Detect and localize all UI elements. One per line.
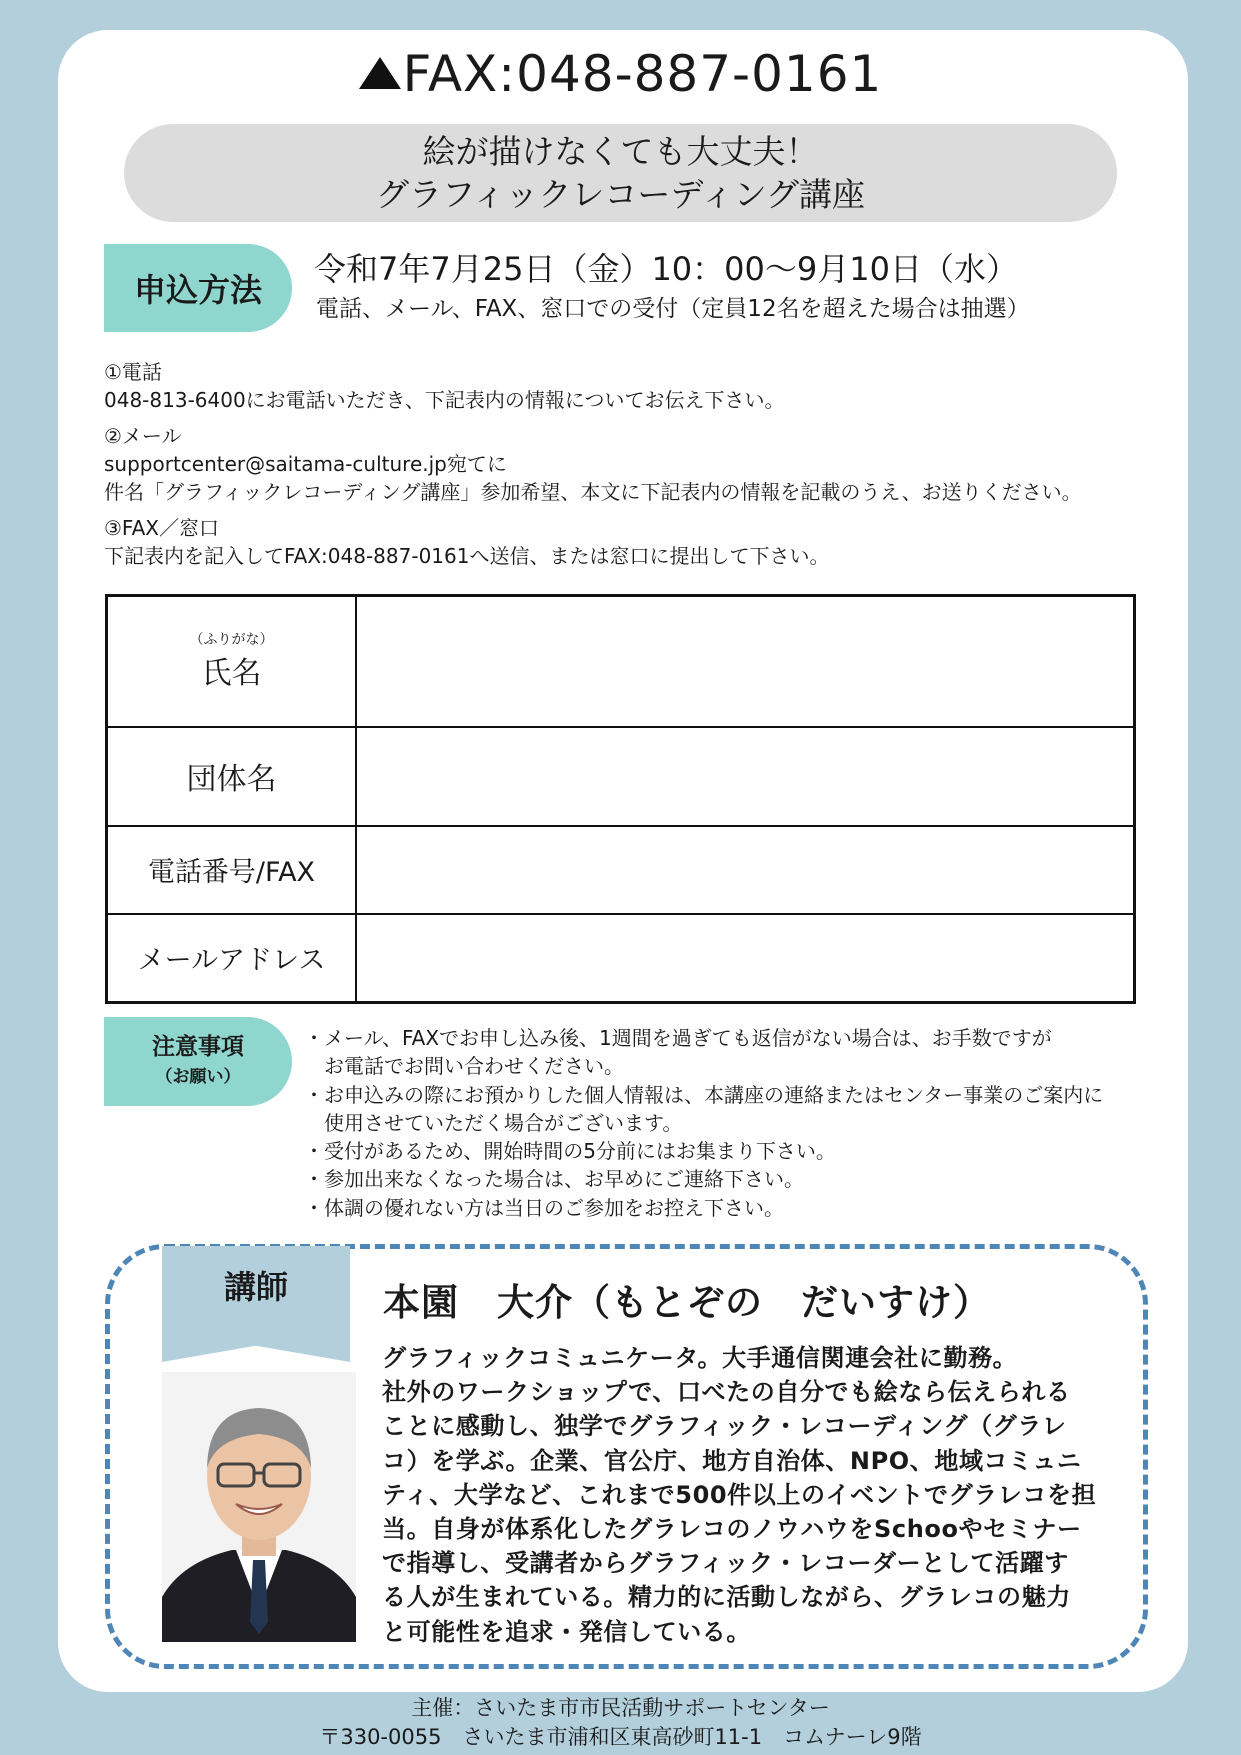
application-details: 電話、メール、FAX、窓口での受付（定員12名を超えた場合は抽選） bbox=[316, 296, 1030, 322]
instructor-name: 本園 大介（もとぞの だいすけ） bbox=[383, 1281, 991, 1324]
list-item: ・参加出来なくなった場合は、お早めにご連絡下さい。 bbox=[304, 1167, 804, 1192]
email-label: メールアドレス bbox=[107, 914, 357, 1003]
method-fax-counter: ③FAX／窓口 下記表内を記入してFAX:048-887-0161へ送信、または窓口に提出して下さい。 bbox=[104, 516, 830, 568]
application-method-tag: 申込方法 bbox=[104, 244, 292, 332]
list-item: ・メール、FAXでお申し込み後、1週間を過ぎても返信がない場合は、お手数ですが お電話でお問い合わせください。 bbox=[304, 1026, 1052, 1079]
fax-header bbox=[0, 44, 1241, 104]
phone-fax-label: 電話番号/FAX bbox=[107, 826, 357, 914]
method-email: ②メール supportcenter@saitama-culture.jp宛てに 件名「グラフィックレコーディング講座」参加希望、本文に下記表内の情報を記載のうえ、お送りください。 bbox=[104, 424, 1082, 504]
course-tagline: 絵が描けなくても大丈夫！ bbox=[422, 132, 819, 171]
organizer: 主催：さいたま市市民活動サポートセンター bbox=[411, 1696, 830, 1720]
organization-label: 団体名 bbox=[107, 727, 357, 825]
notes-list bbox=[304, 1024, 1103, 1222]
application-period: 令和7年7月25日（金）10：00〜9月10日（水） bbox=[314, 250, 1018, 288]
name-field[interactable] bbox=[356, 596, 1135, 728]
footer bbox=[0, 1694, 1241, 1752]
list-item: ・体調の優れない方は当日のご参加をお控え下さい。 bbox=[304, 1195, 784, 1220]
triangle-up-icon bbox=[359, 57, 401, 89]
table-row bbox=[107, 727, 1135, 825]
list-item: ・受付があるため、開始時間の5分前にはお集まり下さい。 bbox=[304, 1139, 836, 1164]
application-form-table bbox=[105, 594, 1136, 1004]
notes-tag: 注意事項 （お願い） bbox=[104, 1017, 292, 1106]
course-title-banner bbox=[124, 124, 1117, 222]
instructor-photo bbox=[162, 1372, 356, 1642]
instructor-bio: グラフィックコミュニケータ。大手通信関連会社に勤務。 社外のワークショップで、口べたの自分でも絵なら伝えられる ことに感動し、独学でグラフィック・レコーディング（グラレ コ）を学ぶ。企業、官公庁、地方自治体、NPO、地域コミュニ ティ、大学など、これまで500件以上のイベントでグラレコを担 当。自身が体系化したグラレコのノウハウをSchooやセミナー で指導し、受講者からグラフィック・レコーダーとして活躍す る人が生まれている。精力的に活動しながら、グラレコの魅力 と可能性を追求・発信している。 bbox=[382, 1344, 1097, 1646]
organization-field[interactable] bbox=[356, 727, 1135, 825]
address: 〒330-0055 さいたま市浦和区東高砂町11-1 コムナーレ9階 bbox=[319, 1725, 922, 1749]
list-item: ・お申込みの際にお預かりした個人情報は、本講座の連絡またはセンター事業のご案内に 使用させていただく場合がございます。 bbox=[304, 1082, 1104, 1135]
table-row bbox=[107, 826, 1135, 914]
instructor-label: 講師 bbox=[223, 1268, 288, 1306]
table-row bbox=[107, 596, 1135, 728]
table-row bbox=[107, 914, 1135, 1003]
application-methods bbox=[104, 358, 1082, 570]
email-field[interactable] bbox=[356, 914, 1135, 1003]
furigana-label: （ふりがな） bbox=[189, 631, 274, 648]
person-portrait-icon bbox=[162, 1372, 356, 1642]
course-title: グラフィックレコーディング講座 bbox=[375, 175, 866, 214]
fax-number: FAX:048-887-0161 bbox=[402, 45, 883, 103]
name-label: （ふりがな） 氏名 bbox=[107, 596, 357, 728]
phone-fax-field[interactable] bbox=[356, 826, 1135, 914]
method-phone: ①電話 048-813-6400にお電話いただき、下記表内の情報についてお伝え下さい。 bbox=[104, 360, 785, 412]
